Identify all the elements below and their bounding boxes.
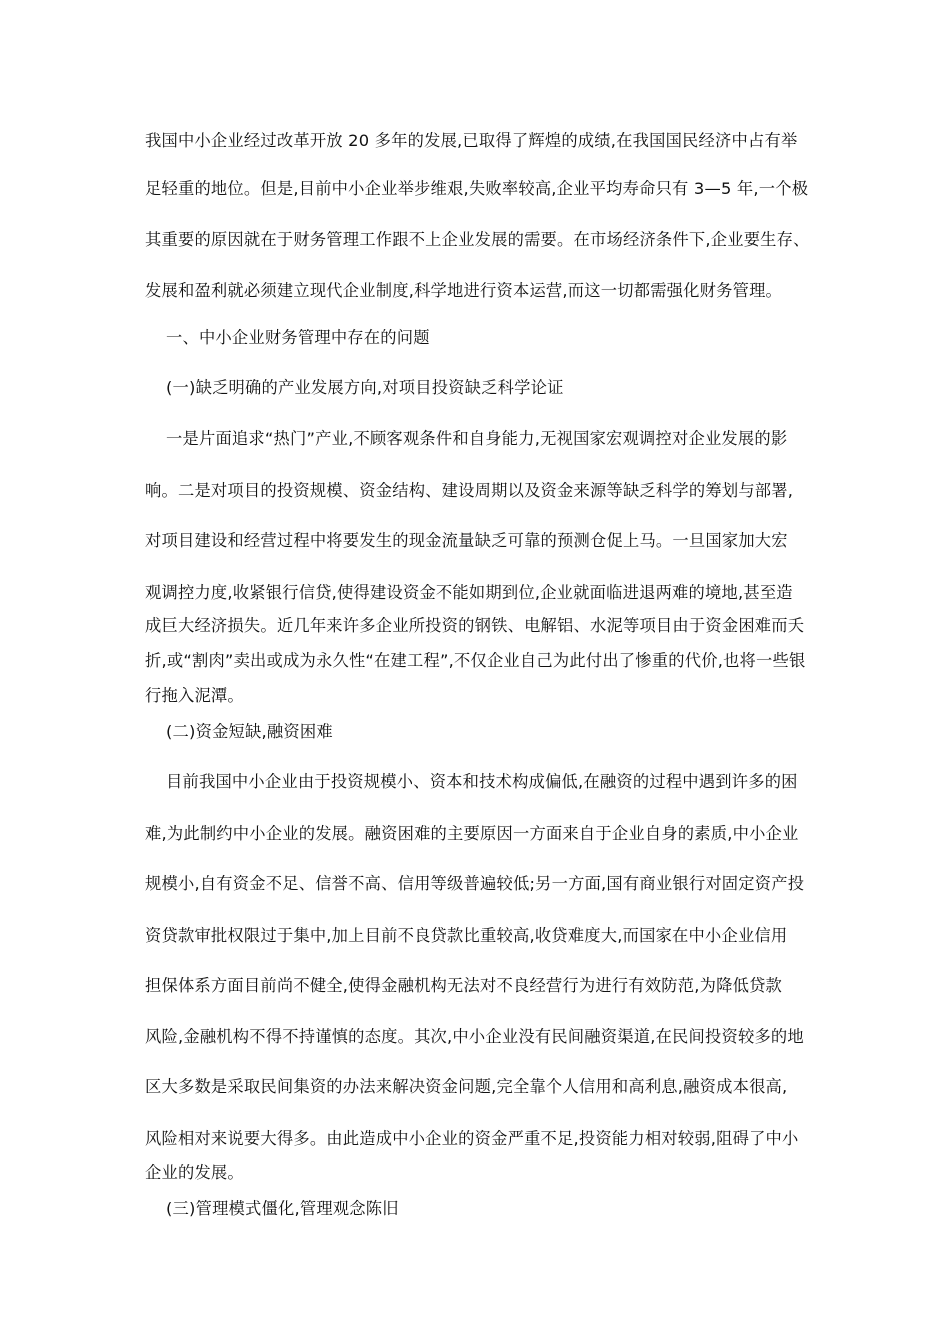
- body-text-line: 我国中小企业经过改革开放 20 多年的发展,已取得了辉煌的成绩,在我国国民经济中占有举: [145, 131, 798, 150]
- body-text-line: 难,为此制约中小企业的发展。融资困难的主要原因一方面来自于企业自身的素质,中小企业: [145, 824, 799, 843]
- subsection-heading: (三)管理模式僵化,管理观念陈旧: [166, 1199, 399, 1218]
- body-text-line: 对项目建设和经营过程中将要发生的现金流量缺乏可靠的预测仓促上马。一旦国家加大宏: [145, 531, 788, 550]
- body-text-line: 足轻重的地位。但是,目前中小企业举步维艰,失败率较高,企业平均寿命只有 3—5 年,一个极: [145, 179, 809, 198]
- body-text-line: 风险相对来说要大得多。由此造成中小企业的资金严重不足,投资能力相对较弱,阻碍了中小: [145, 1129, 799, 1148]
- body-text-line: 资贷款审批权限过于集中,加上目前不良贷款比重较高,收贷难度大,而国家在中小企业信用: [145, 926, 788, 945]
- body-text-line: 目前我国中小企业由于投资规模小、资本和技术构成偏低,在融资的过程中遇到许多的困: [166, 772, 798, 791]
- body-text-line: 观调控力度,收紧银行信贷,使得建设资金不能如期到位,企业就面临进退两难的境地,甚至造: [145, 583, 793, 602]
- body-text-line: 成巨大经济损失。近几年来许多企业所投资的钢铁、电解铝、水泥等项目由于资金困难而夭: [145, 616, 805, 635]
- body-text-line: 行拖入泥潭。: [145, 686, 244, 705]
- body-text-line: 规模小,自有资金不足、信誉不高、信用等级普遍较低;另一方面,国有商业银行对固定资产投: [145, 874, 805, 893]
- body-text-line: 其重要的原因就在于财务管理工作跟不上企业发展的需要。在市场经济条件下,企业要生存、: [145, 230, 810, 249]
- body-text-line: 风险,金融机构不得不持谨慎的态度。其次,中小企业没有民间融资渠道,在民间投资较多的地: [145, 1027, 804, 1046]
- body-text-line: 发展和盈利就必须建立现代企业制度,科学地进行资本运营,而这一切都需强化财务管理。: [145, 281, 783, 300]
- subsection-heading: (一)缺乏明确的产业发展方向,对项目投资缺乏科学论证: [166, 378, 564, 397]
- body-text-line: 折,或“割肉”卖出或成为永久性“在建工程”,不仅企业自己为此付出了惨重的代价,也将一些银: [145, 651, 806, 670]
- body-text-line: 担保体系方面目前尚不健全,使得金融机构无法对不良经营行为进行有效防范,为降低贷款: [145, 976, 783, 995]
- section-heading: 一、中小企业财务管理中存在的问题: [166, 328, 430, 347]
- body-text-line: 响。二是对项目的投资规模、资金结构、建设周期以及资金来源等缺乏科学的筹划与部署,: [145, 481, 794, 500]
- body-text-line: 一是片面追求“热门”产业,不顾客观条件和自身能力,无视国家宏观调控对企业发展的影: [166, 429, 788, 448]
- subsection-heading: (二)资金短缺,融资困难: [166, 722, 333, 741]
- body-text-line: 企业的发展。: [145, 1163, 244, 1182]
- body-text-line: 区大多数是采取民间集资的办法来解决资金问题,完全靠个人信用和高利息,融资成本很高,: [145, 1077, 788, 1096]
